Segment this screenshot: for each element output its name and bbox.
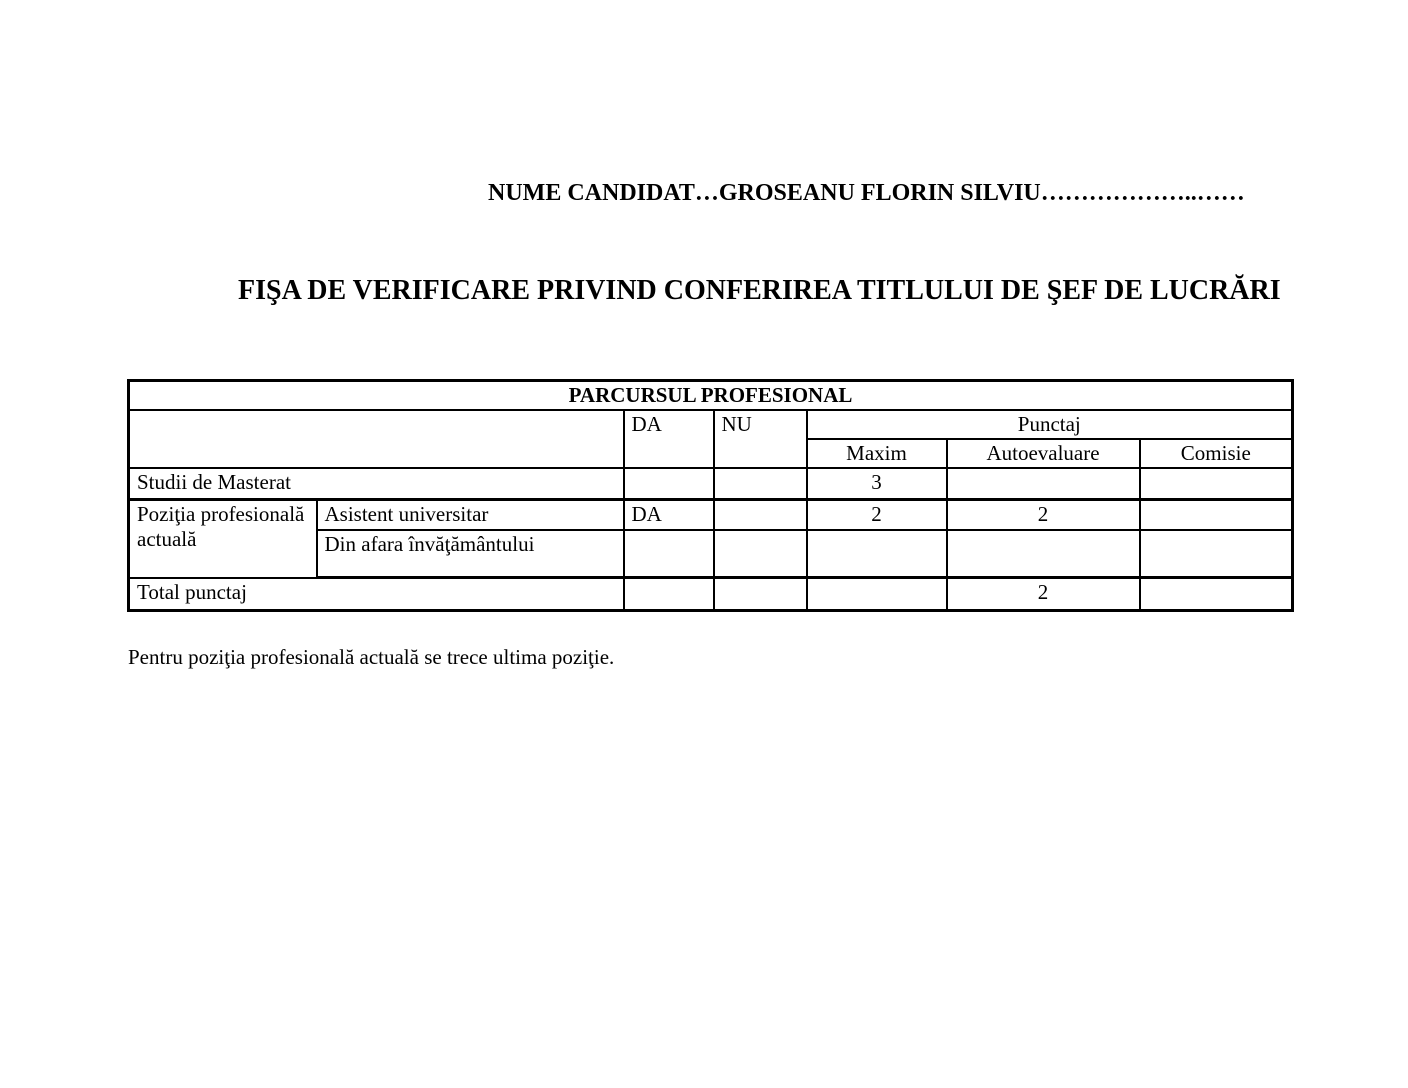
cell-din-afara-autoevaluare: [947, 530, 1140, 578]
cell-studii-comisie: [1140, 468, 1293, 500]
cell-studii-da: [624, 468, 714, 500]
row-label-asistent: Asistent universitar: [317, 500, 624, 531]
cell-asistent-nu: [714, 500, 807, 531]
table-row-asistent: [129, 500, 1293, 531]
parcursul-profesional-table: [127, 379, 1294, 612]
column-header-maxim: Maxim: [807, 439, 947, 468]
cell-studii-nu: [714, 468, 807, 500]
cell-asistent-maxim: 2: [807, 500, 947, 531]
table-header-row: [129, 410, 1293, 439]
cell-total-nu: [714, 578, 807, 611]
row-label-din-afara: Din afara învăţământului: [317, 530, 624, 578]
table-row-studii: [129, 468, 1293, 500]
column-header-punctaj: Punctaj: [807, 410, 1293, 439]
cell-din-afara-da: [624, 530, 714, 578]
table-title: PARCURSUL PROFESIONAL: [129, 381, 1293, 411]
row-label-total: Total punctaj: [129, 578, 624, 611]
cell-din-afara-comisie: [1140, 530, 1293, 578]
candidate-name-line: NUME CANDIDAT…GROSEANU FLORIN SILVIU………………..……: [488, 180, 1245, 206]
cell-din-afara-maxim: [807, 530, 947, 578]
cell-studii-autoevaluare: [947, 468, 1140, 500]
cell-din-afara-nu: [714, 530, 807, 578]
column-header-nu: NU: [714, 410, 807, 468]
cell-asistent-da: DA: [624, 500, 714, 531]
cell-total-da: [624, 578, 714, 611]
column-header-da: DA: [624, 410, 714, 468]
table-row-total: [129, 578, 1293, 611]
cell-asistent-comisie: [1140, 500, 1293, 531]
cell-total-autoevaluare: 2: [947, 578, 1140, 611]
cell-asistent-autoevaluare: 2: [947, 500, 1140, 531]
cell-studii-maxim: 3: [807, 468, 947, 500]
row-label-studii: Studii de Masterat: [129, 468, 624, 500]
cell-total-comisie: [1140, 578, 1293, 611]
row-label-pozitia: Poziţia profesională actuală: [129, 500, 317, 578]
column-header-autoevaluare: Autoevaluare: [947, 439, 1140, 468]
empty-header-cell: [129, 410, 624, 468]
column-header-comisie: Comisie: [1140, 439, 1293, 468]
table-title-row: [129, 381, 1293, 411]
footnote: Pentru poziţia profesională actuală se trece ultima poziţie.: [128, 645, 615, 669]
cell-total-maxim: [807, 578, 947, 611]
document-title: FIŞA DE VERIFICARE PRIVIND CONFERIREA TITLULUI DE ŞEF DE LUCRĂRI: [238, 275, 1281, 306]
